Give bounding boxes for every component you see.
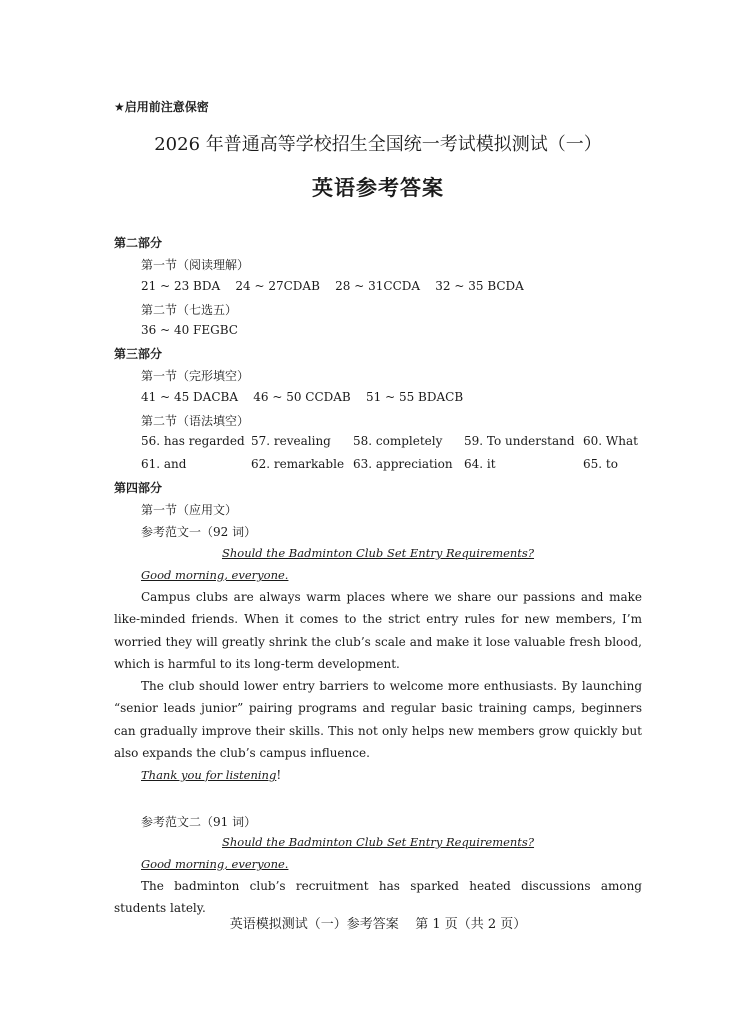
confidential-notice: ★启用前注意保密 — [114, 100, 209, 114]
page-footer: 英语模拟测试（一）参考答案 第 1 页（共 2 页） — [229, 917, 527, 932]
grammar-answer: 60. What — [583, 434, 638, 448]
essay1-title: Should the Badminton Club Set Entry Requirements? — [221, 546, 535, 560]
essay1-label: 参考范文一（92 词） — [141, 525, 257, 539]
part3-section2-title: 第二节（语法填空） — [141, 414, 250, 428]
essay1-closing: Thank you for listening — [141, 768, 277, 782]
grammar-answer: 59. To understand — [464, 434, 575, 448]
part4-section1-title: 第一节（应用文） — [141, 503, 238, 517]
part2-section2-title: 第二节（七选五） — [141, 303, 238, 317]
essay2-greeting: Good morning, everyone. — [141, 857, 289, 871]
part2-section2-answers: 36 ~ 40 FEGBC — [141, 323, 238, 337]
part2-section1-answers: 21 ~ 23 BDA 24 ~ 27CDAB 28 ~ 31CCDA 32 ~ 35 BCDA — [141, 279, 524, 293]
grammar-answer: 62. remarkable — [251, 457, 345, 471]
grammar-answer: 64. it — [464, 457, 496, 471]
essay1-closing-line — [141, 768, 281, 782]
essay1-closing-mark: ! — [276, 768, 282, 782]
part3-section1-title: 第一节（完形填空） — [141, 369, 250, 383]
answer-key-title: 英语参考答案 — [312, 176, 444, 200]
grammar-answer: 61. and — [141, 457, 187, 471]
part2-section1-title: 第一节（阅读理解） — [141, 258, 250, 272]
grammar-answer: 65. to — [583, 457, 618, 471]
grammar-answer: 56. has regarded — [141, 434, 245, 448]
essay2-paragraph1: The badminton club’s recruitment has sparked heated discussions among students lately. — [114, 879, 642, 916]
exam-title: 2026 年普通高等学校招生全国统一考试模拟测试（一） — [154, 134, 602, 155]
essay1-paragraph2: The club should lower entry barriers to welcome more enthusiasts. By launching “senior leads junior” pairing programs and regular basic training camps, beginners can gradually improve their skills. This not only helps new members grow quickly but also expands the club’s campus influence. — [114, 679, 642, 760]
essay1-greeting: Good morning, everyone. — [141, 568, 289, 582]
grammar-answer: 63. appreciation — [353, 457, 453, 471]
part2-heading: 第二部分 — [114, 236, 163, 250]
essay2-label: 参考范文二（91 词） — [141, 815, 257, 829]
part3-section1-answers: 41 ~ 45 DACBA 46 ~ 50 CCDAB 51 ~ 55 BDACB — [141, 390, 464, 404]
part3-heading: 第三部分 — [114, 347, 163, 361]
essay1-paragraph1: Campus clubs are always warm places where we share our passions and make like-minded friends. When it comes to the strict entry rules for new members, I’m worried they will greatly shrink the club’s scale and make it lose valuable fresh blood, which is harmful to its long-term development. — [114, 590, 642, 671]
grammar-answer: 57. revealing — [251, 434, 331, 448]
essay2-title: Should the Badminton Club Set Entry Requirements? — [221, 835, 535, 849]
part4-heading: 第四部分 — [114, 481, 163, 495]
grammar-answer: 58. completely — [353, 434, 443, 448]
